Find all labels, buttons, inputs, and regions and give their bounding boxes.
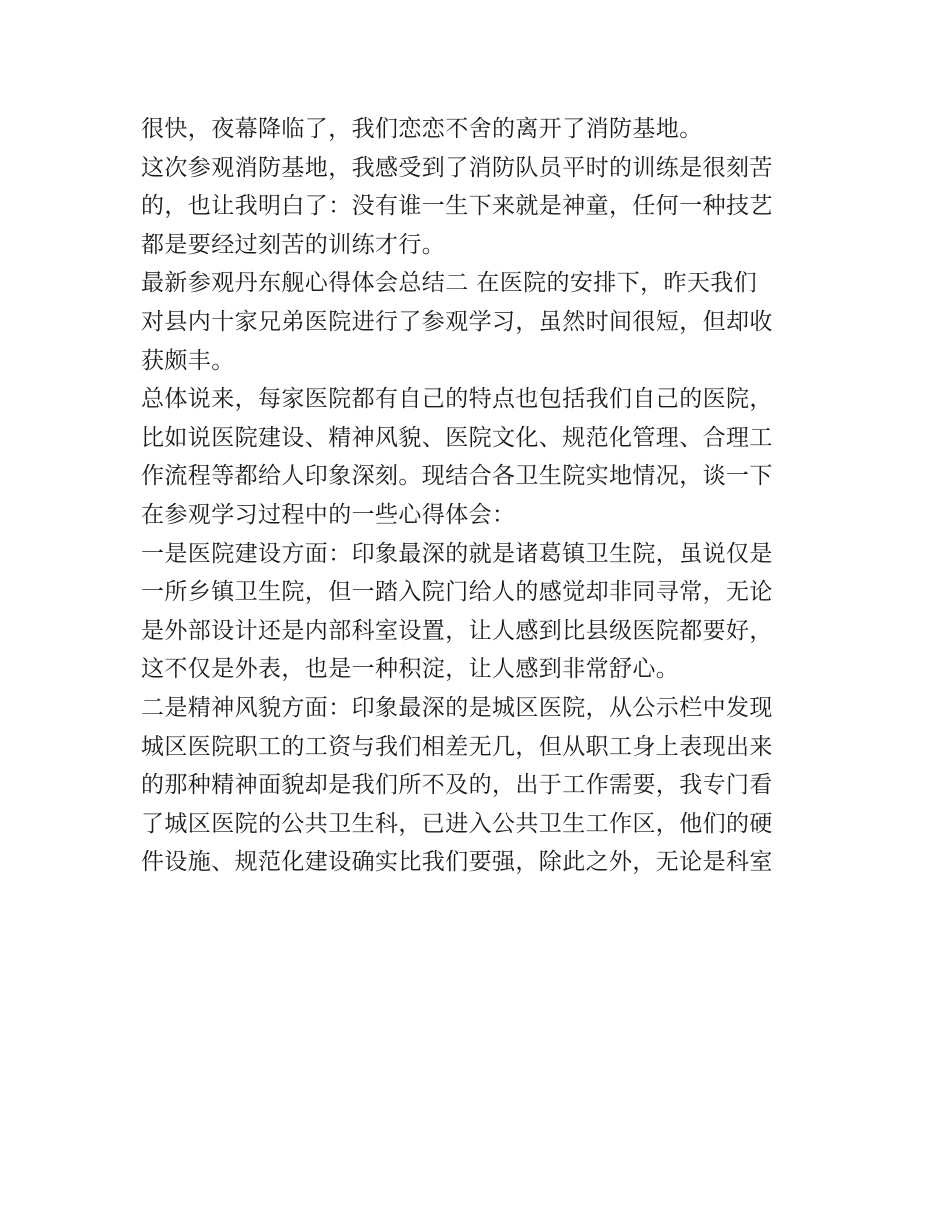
text-line: 二是精神风貌方面：印象最深的是城区医院，从公示栏中发现 (141, 694, 773, 721)
text-line: 在参观学习过程中的一些心得体会： (141, 501, 516, 528)
text-line: 的那种精神面貌却是我们所不及的，出于工作需要，我专门看 (141, 772, 773, 799)
text-line: 最新参观丹东舰心得体会总结二 在医院的安排下，昨天我们 (141, 270, 758, 297)
text-line: 件设施、规范化建设确实比我们要强，除此之外，无论是科室 (141, 849, 773, 876)
text-line: 获颇丰。 (141, 347, 235, 374)
text-line: 很快，夜幕降临了，我们恋恋不舍的离开了消防基地。 (141, 116, 703, 142)
text-line: 作流程等都给人印象深刻。现结合各卫生院实地情况，谈一下 (141, 463, 773, 490)
text-line: 是外部设计还是内部科室设置，让人感到比县级医院都要好， (141, 617, 773, 644)
text-line: 都是要经过刻苦的训练才行。 (141, 231, 446, 258)
text-line: 城区医院职工的工资与我们相差无几，但从职工身上表现出来 (141, 733, 773, 760)
text-line: 比如说医院建设、精神风貌、医院文化、规范化管理、合理工 (141, 424, 773, 451)
text-line: 的，也让我明白了：没有谁一生下来就是神童，任何一种技艺 (141, 193, 773, 220)
body-text (141, 110, 821, 882)
text-line: 一是医院建设方面：印象最深的就是诸葛镇卫生院，虽说仅是 (141, 540, 773, 567)
text-line: 这不仅是外表，也是一种积淀，让人感到非常舒心。 (141, 656, 680, 683)
text-line: 一所乡镇卫生院，但一踏入院门给人的感觉却非同寻常，无论 (141, 579, 773, 606)
text-line: 总体说来，每家医院都有自己的特点也包括我们自己的医院， (141, 386, 773, 413)
text-line: 了城区医院的公共卫生科，已进入公共卫生工作区，他们的硬 (141, 810, 773, 837)
text-line: 这次参观消防基地，我感受到了消防队员平时的训练是很刻苦 (141, 154, 773, 181)
text-line: 对县内十家兄弟医院进行了参观学习，虽然时间很短，但却收 (141, 308, 773, 335)
